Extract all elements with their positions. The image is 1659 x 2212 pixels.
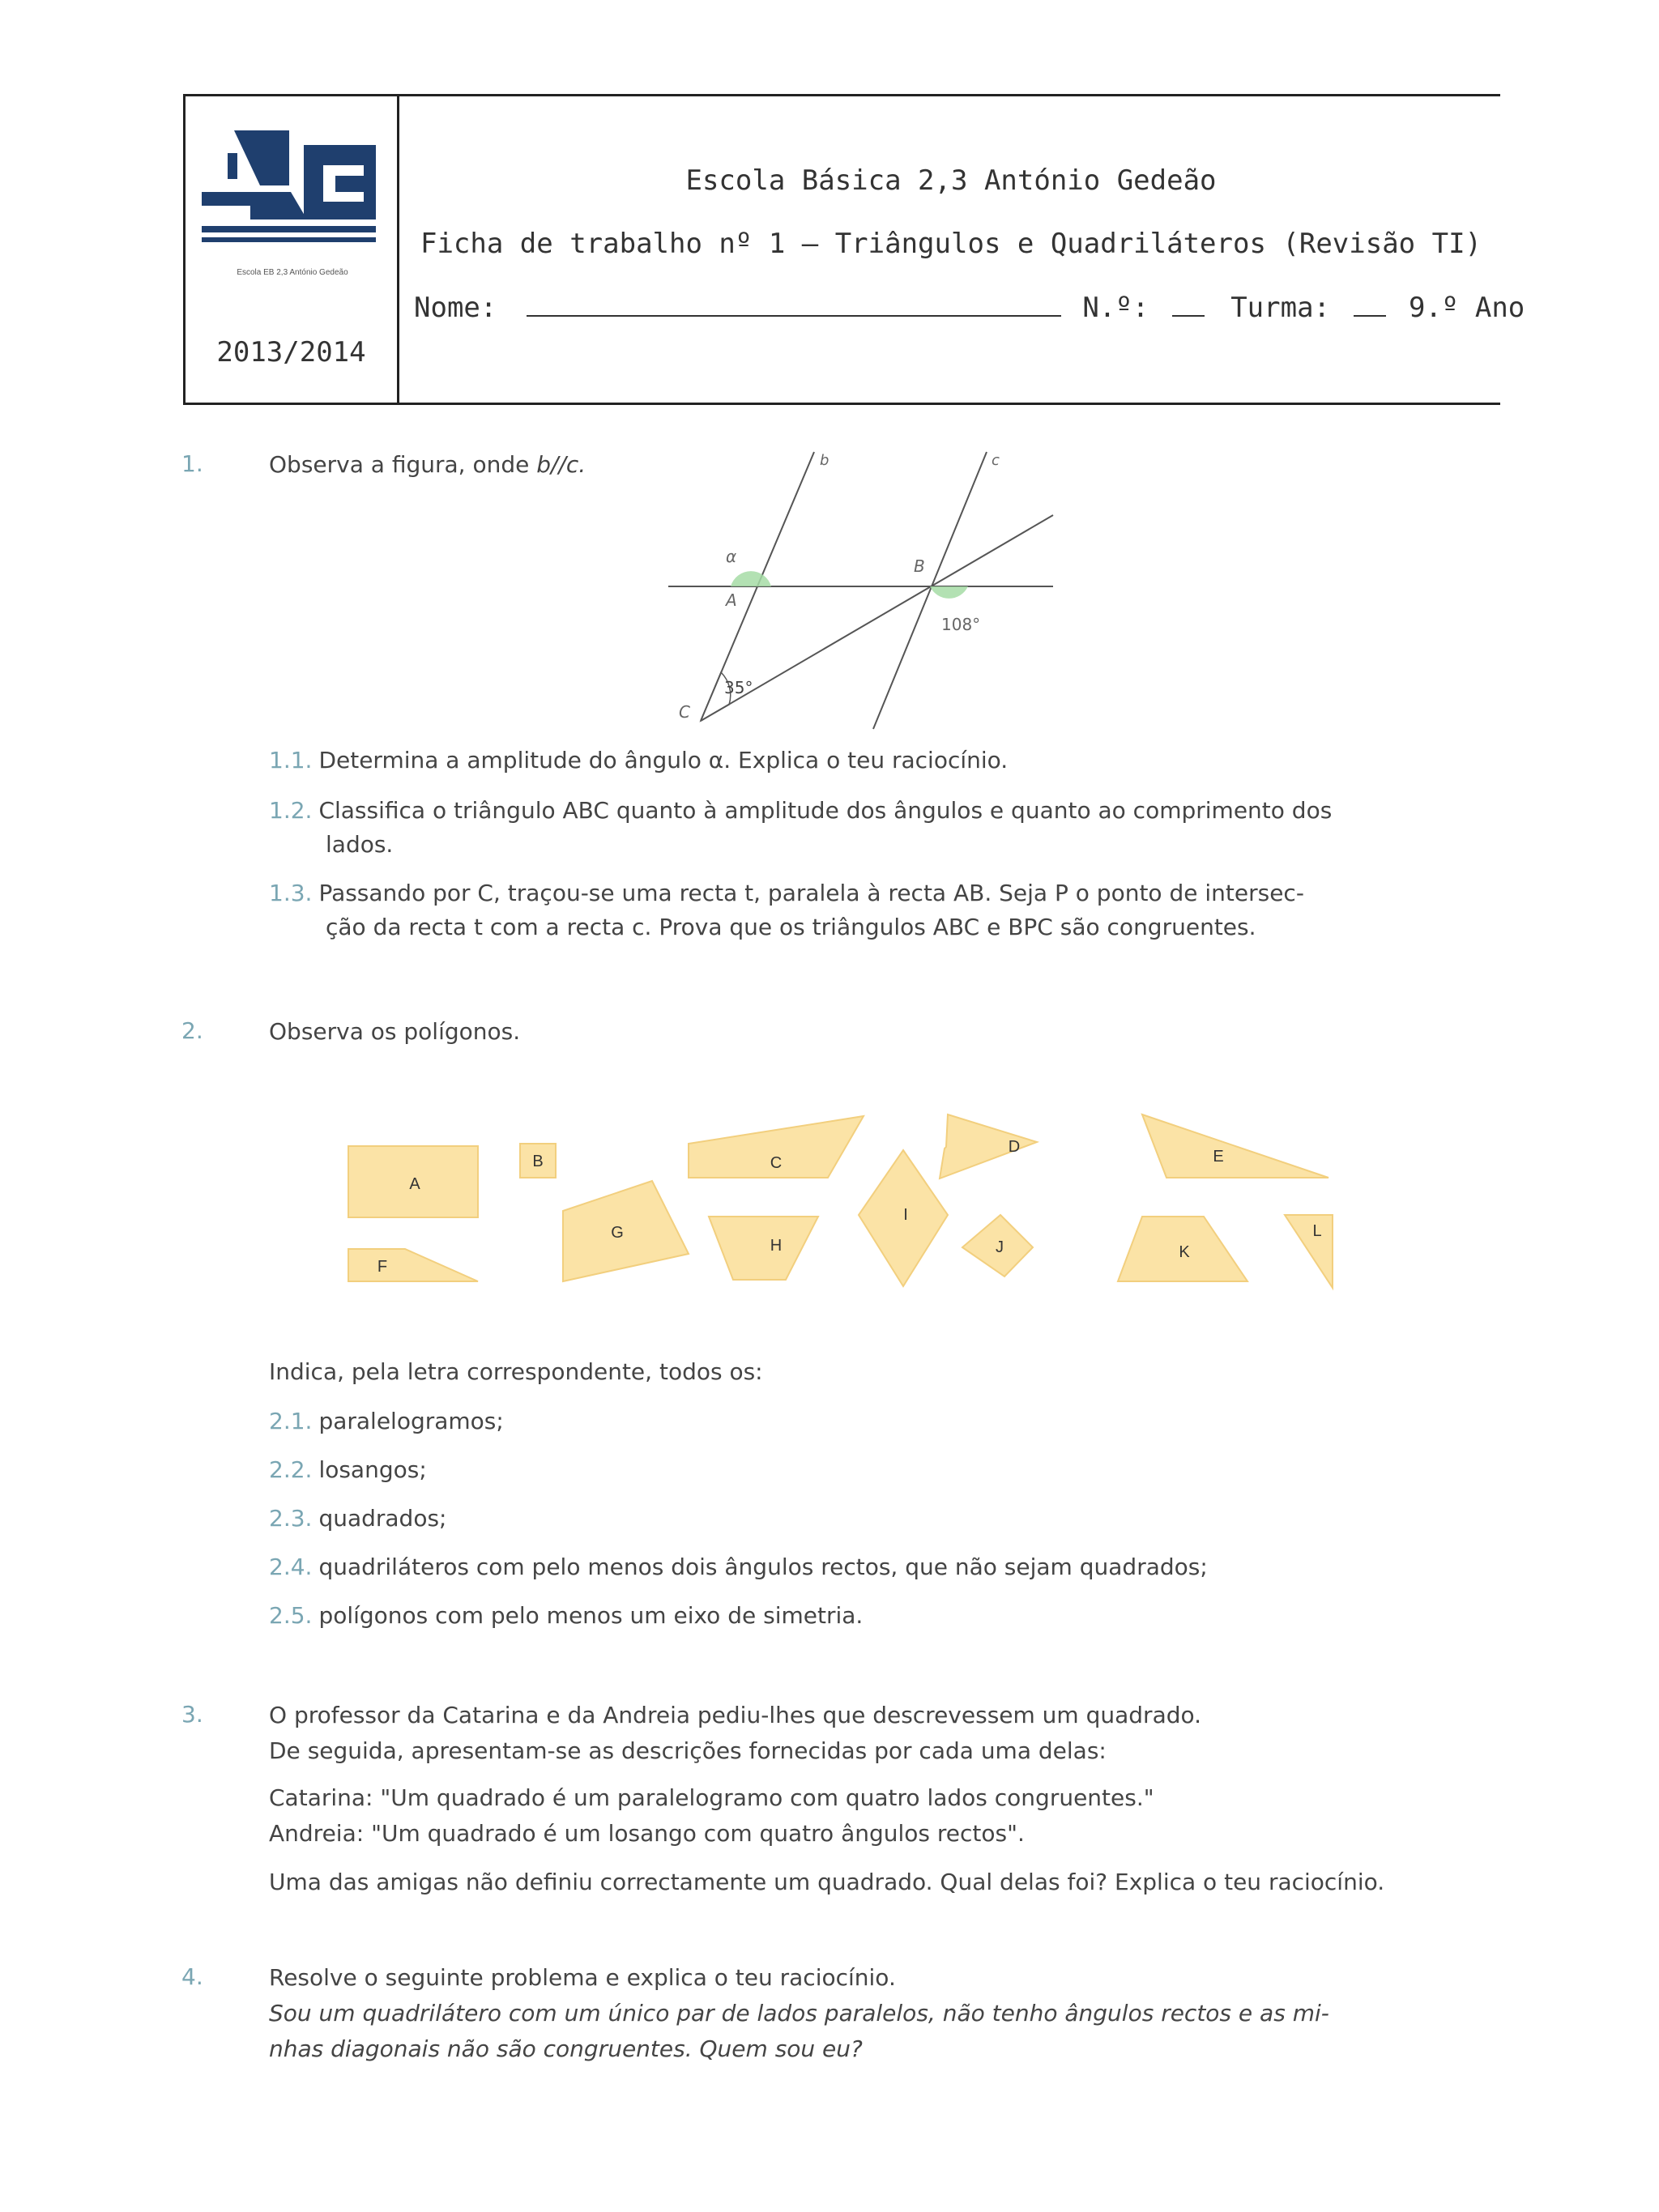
q1-item-2 — [269, 794, 1468, 862]
q1-item-1-number: 1.1. — [269, 747, 313, 774]
q2-item-1 — [269, 1404, 1468, 1438]
q2-item-3 — [269, 1502, 1468, 1536]
polygon-label-D: D — [1008, 1138, 1021, 1156]
polygon-label-L: L — [1312, 1222, 1322, 1240]
q1-item-2-number: 1.2. — [269, 797, 313, 824]
q2-item-1-number: 2.1. — [269, 1408, 313, 1434]
label-alpha: α — [726, 547, 737, 566]
q2-item-5-text: polígonos com pelo menos um eixo de simetria. — [318, 1602, 864, 1629]
label-B: B — [914, 556, 925, 576]
name-label: Nome: — [414, 292, 497, 324]
polygon-label-F: F — [377, 1258, 388, 1276]
logo-caption: Escola EB 2,3 António Gedeão — [237, 268, 348, 277]
q2-number: 2. — [181, 1017, 203, 1044]
q1-item-3 — [269, 876, 1468, 944]
q2-item-2-text: losangos; — [318, 1456, 427, 1483]
q2-item-2 — [269, 1453, 1468, 1487]
q3-question: Uma das amigas não definiu correctamente um quadrado. Qual delas foi? Explica o teu raciocínio. — [269, 1869, 1385, 1895]
grade-label: 9.º Ano — [1408, 292, 1525, 324]
parallel-lines-figure — [648, 445, 1069, 745]
school-logo — [202, 129, 385, 291]
header-box — [183, 94, 1525, 405]
q1-item-3-text: Passando por C, traçou-se uma recta t, paralela à recta AB. Seja P o ponto de intersec- — [318, 880, 1304, 906]
q1-item-3-number: 1.3. — [269, 880, 313, 906]
q4-line-2: Sou um quadrilátero com um único par de lados paralelos, não tenho ângulos rectos e as mi- — [269, 2000, 1329, 2027]
polygon-label-E: E — [1213, 1148, 1224, 1166]
polygon-label-I: I — [903, 1206, 908, 1224]
polygon-label-C: C — [770, 1154, 783, 1172]
q1-item-2-cont: lados. — [326, 831, 394, 858]
class-label: Turma: — [1230, 292, 1331, 324]
q3-line-2: De seguida, apresentam-se as descrições fornecidas por cada uma delas: — [269, 1737, 1107, 1764]
label-C: C — [679, 702, 690, 722]
polygon-label-B: B — [532, 1153, 544, 1170]
q1-item-1-text: Determina a amplitude do ângulo α. Explica o teu raciocínio. — [318, 747, 1009, 774]
polygon-E — [1142, 1115, 1328, 1178]
name-field[interactable] — [527, 291, 1061, 317]
q3-andreia: Andreia: "Um quadrado é um losango com quatro ângulos rectos". — [269, 1820, 1025, 1847]
student-id-line — [414, 291, 1525, 324]
q3-number: 3. — [181, 1701, 203, 1728]
q2-item-4-number: 2.4. — [269, 1554, 313, 1580]
polygon-label-G: G — [611, 1224, 624, 1242]
q2-item-4 — [269, 1550, 1468, 1584]
q4-line-1: Resolve o seguinte problema e explica o teu raciocínio. — [269, 1964, 896, 1991]
polygon-label-A: A — [409, 1175, 420, 1193]
header-left-cell — [186, 96, 399, 403]
school-year: 2013/2014 — [216, 336, 366, 369]
q2-item-4-text: quadriláteros com pelo menos dois ângulos rectos, que não sejam quadrados; — [318, 1554, 1208, 1580]
q2-item-1-text: paralelogramos; — [318, 1408, 504, 1434]
polygon-label-J: J — [996, 1238, 1004, 1256]
number-label: N.º: — [1082, 292, 1149, 324]
q1-item-3-cont: ção da recta t com a recta c. Prova que os triângulos ABC e BPC são congruentes. — [326, 914, 1256, 940]
polygons-figure — [308, 1069, 1353, 1312]
q2-item-5-number: 2.5. — [269, 1602, 313, 1629]
q1-item-1 — [269, 744, 1468, 778]
q1-number: 1. — [181, 450, 203, 477]
q3-line-1: O professor da Catarina e da Andreia pediu-lhes que descrevessem um quadrado. — [269, 1702, 1202, 1728]
angle-108-label: 108° — [941, 615, 981, 634]
polygon-L — [1285, 1215, 1333, 1288]
angle-35-label: 35° — [724, 678, 753, 697]
q3-catarina: Catarina: "Um quadrado é um paralelogramo com quatro lados congruentes." — [269, 1784, 1154, 1811]
q1-intro-text: Observa a figura, onde — [269, 451, 537, 478]
label-c: c — [992, 452, 1000, 469]
q2-item-5 — [269, 1599, 1468, 1633]
q4-number: 4. — [181, 1963, 203, 1990]
q4-line-3: nhas diagonais não são congruentes. Quem sou eu? — [269, 2035, 863, 2062]
polygon-G — [563, 1181, 689, 1281]
school-name: Escola Básica 2,3 António Gedeão — [685, 164, 1217, 197]
number-field[interactable] — [1172, 291, 1205, 317]
q2-item-2-number: 2.2. — [269, 1456, 313, 1483]
label-A: A — [726, 590, 737, 610]
q1-item-2-text: Classifica o triângulo ABC quanto à amplitude dos ângulos e quanto ao comprimento dos — [318, 797, 1333, 824]
label-b: b — [820, 452, 830, 469]
class-field[interactable] — [1354, 291, 1386, 317]
polygon-label-H: H — [770, 1237, 783, 1255]
polygon-F — [348, 1249, 478, 1281]
polygon-H — [709, 1217, 818, 1280]
q2-prompt: Indica, pela letra correspondente, todos os: — [269, 1358, 763, 1385]
q1-intro — [269, 447, 586, 483]
sheet-title: Ficha de trabalho nº 1 – Triângulos e Quadriláteros (Revisão TI) — [420, 228, 1482, 260]
q2-item-3-text: quadrados; — [318, 1505, 447, 1532]
polygon-D — [940, 1115, 1037, 1178]
q2-item-3-number: 2.3. — [269, 1505, 313, 1532]
q2-intro: Observa os polígonos. — [269, 1018, 521, 1045]
q1-intro-math: b//c. — [536, 451, 586, 478]
polygon-label-K: K — [1179, 1243, 1190, 1261]
